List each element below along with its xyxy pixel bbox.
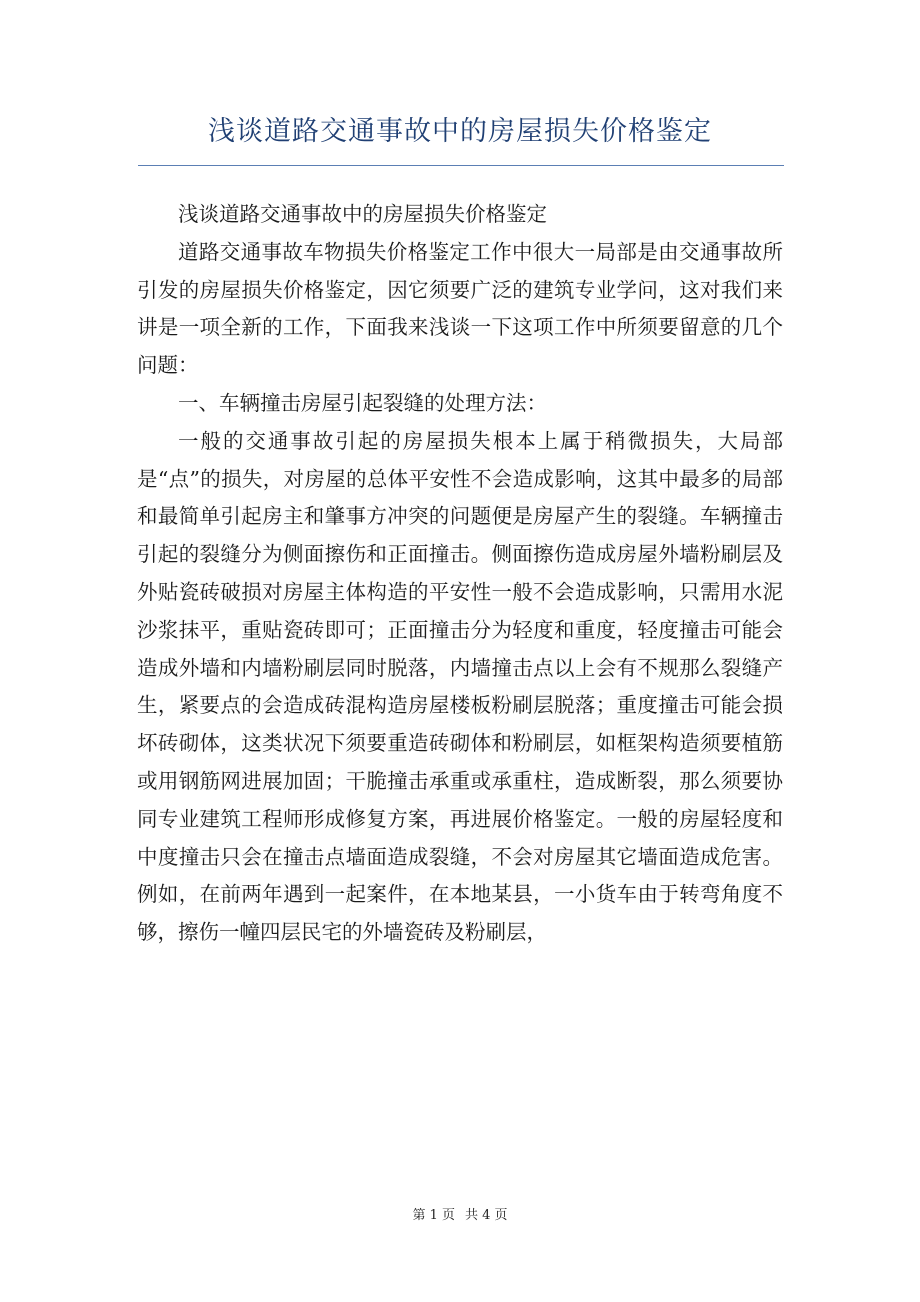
- page-number: 第 1 页: [412, 1208, 455, 1223]
- page-total: 共 4 页: [465, 1208, 508, 1223]
- paragraph-heading-1: 一、车辆撞击房屋引起裂缝的处理方法：: [178, 390, 547, 415]
- title-underline: [138, 165, 784, 166]
- paragraph-body-1: 一般的交通事故引起的房屋损失根本上属于稍微损失，大局部是“点”的损失，对房屋的总体平安性不会造成影响，这其中最多的局部和最简单引起房主和肇事方冲突的问题便是房屋产生的裂缝。车辆撞击引起的裂缝分为侧面擦伤和正面撞击。侧面擦伤造成房屋外墙粉刷层及外贴瓷砖破损对房屋主体构造的平安性一般不会造成影响，只需用水泥沙浆抹平，重贴瓷砖即可；正面撞击分为轻度和重度，轻度撞击可能会造成外墙和内墙粉刷层同时脱落，内墙撞击点以上会有不规那么裂缝产生，紧要点的会造成砖混构造房屋楼板粉刷层脱落；重度撞击可能会损坏砖砌体，这类状况下须要重造砖砌体和粉刷层，如框架构造须要植筋或用钢筋网进展加固；干脆撞击承重或承重柱，造成断裂，那么须要协同专业建筑工程师形成修复方案，再进展价格鉴定。一般的房屋轻度和中度撞击只会在撞击点墙面造成裂缝，不会对房屋其它墙面造成危害。例如，在前两年遇到一起案件，在本地某县，一小货车由于转弯角度不够，擦伤一幢四层民宅的外墙瓷砖及粉刷层，: [137, 428, 783, 945]
- document-body: [137, 196, 783, 952]
- paragraph-subtitle: 浅谈道路交通事故中的房屋损失价格鉴定: [178, 202, 547, 226]
- document-title: 浅谈道路交通事故中的房屋损失价格鉴定: [208, 116, 712, 147]
- page-footer: [0, 1206, 920, 1226]
- paragraph-intro: 道路交通事故车物损失价格鉴定工作中很大一局部是由交通事故所引发的房屋损失价格鉴定，因它须要广泛的建筑专业学问，这对我们来讲是一项全新的工作，下面我来浅谈一下这项工作中所须要留意的几个问题：: [137, 239, 783, 378]
